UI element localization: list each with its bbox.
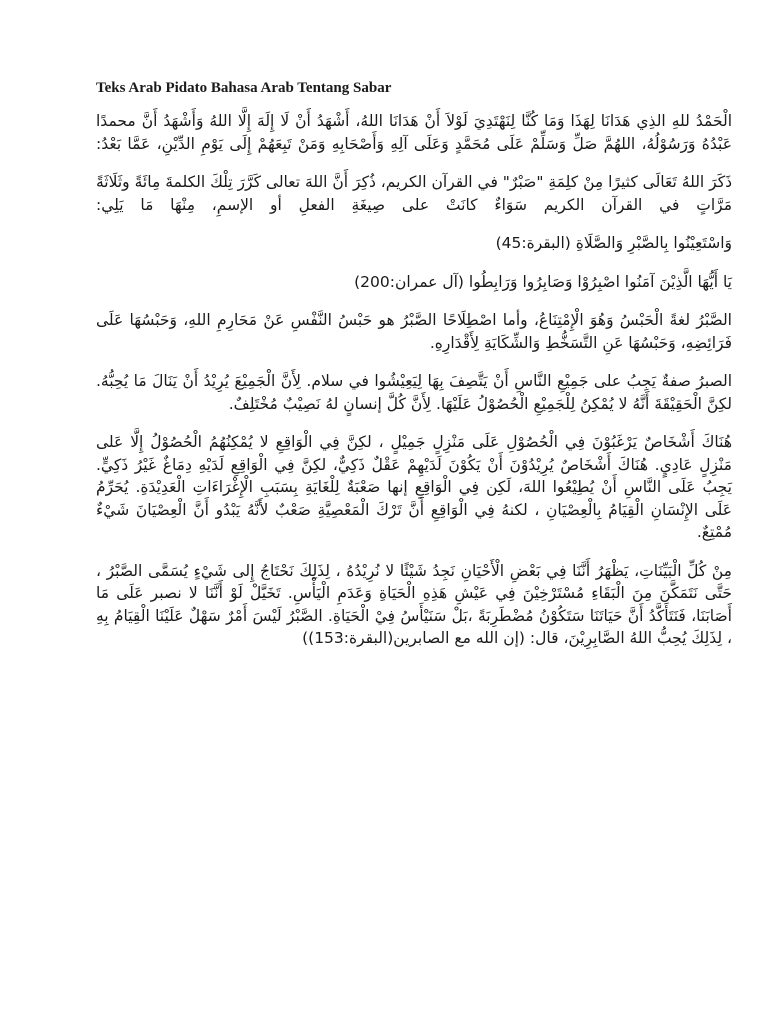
paragraph-examples: هُنَاكَ أَشْخَاصٌ يَرْغَبُوْنَ فِي الْحُصُوْلِ عَلَى مَنْزِلٍ جَمِيْلٍ ، لكِنَّ فِي الْوَاقِعِ لا يُمْكِنُهُمُ الْحُصُوْلُ إِلَّا عَلى مَنْزِلٍ عَادِيٍ. هُنَاكَ أَشْخَاصٌ يُرِيْدُوْنَ أَنْ يَكُوْنَ لَدَيْهِمْ عَقْلٌ ذَكِيٌّ، لكِنَّ فِي الْوَاقِعِ لَدَيْهِ دِمَاغٌ غَيْرُ ذَكِيٍّ. يَجِبُ عَلَى النَّاسِ أَنْ يُطِيْعُوا اللهَ، لَكِن فِي الْوَاقِعِ إنها صَعْبَةٌ لِلْغَايَةِ بِسَبَبِ الْإِغْرَاءَاتِ الْعَدِيْدَةِ. يُحَرِّمُ عَلَى الإِنْسَانِ الْقِيَامُ بِالْعِصْيَانِ ، لكنهُ فِي الْوَاقِعِ أَنَّ تَرْكَ الْمَعْصِيَّةِ صَعْبٌ لأَنَّهُ يَبْدُو أَنَّ الْعِصْيَانَ شَيْءٌ مُمْتِعٌ.	[96, 433, 732, 541]
document-title: Teks Arab Pidato Bahasa Arab Tentang Sabar	[96, 80, 392, 96]
paragraph-verse-al-imran: يَا أَيُّهَا الَّذِيْنَ آمَنُوا اصْبِرُوْا وَصَابِرُوا وَرَابِطُوا (آل عمران:200)	[354, 272, 732, 291]
paragraph-opening: الْحَمْدُ للهِ الذِي هَدَانَا لِهَذَا وَمَا كُنَّا لِنَهْتَدِيَ لَوْلاَ أَنْ هَدَانَا اللهُ، أَشْهَدُ أَنْ لَا إِلَهَ إِلَّا اللهُ وَأَشْهَدُ أَنَّ محمدًا عَبْدُهُ وَرَسُوْلُهُ، اللهُمَّ صَلِّ وَسَلِّمْ عَلَى مُحَمَّدٍ وَعَلَى آلِهِ وَأَصْحَابِهِ وَمَنْ تَبِعَهُمْ إِلَى يَوْمِ الدِّيْنِ، عَمَّا بَعْدُ:	[96, 112, 732, 153]
paragraph-sabr-mentions: ذَكَرَ اللهُ تَعَالَى كثيرًا مِنْ كلِمَةِ "صَبْرٌ" في القرآن الكريم، ذُكِرَ أَنَّ اللهَ تعالى كَرَّرَ تِلْكَ الكلمةَ مِائَةً وثَلَاثَةً مَرَّاتٍ في القرآن الكريم سَوَاءٌ كانَتْ على صِيغَةِ الفعلِ أو الإسمِ، مِنْهَا مَا يَلِي:	[96, 173, 732, 214]
document-page	[96, 78, 732, 666]
paragraph-definition: الصَّبْرُ لغةً الْحَبْسُ وَهُوَ الْإِمْتِنَاعُ، وأما اصْطِلَاحًا الصَّبْرُ هو حَبْسُ النَّفْسِ عَنْ مَحَارِمِ اللهِ، وَحَبْسُهَا عَلَى فَرَائِضِهِ، وَحَبْسُهَا عَنِ التَّسَخُّطِ وَالشِّكَايَةِ لِأَقْدَارِهِ.	[96, 311, 732, 352]
document-body	[96, 110, 732, 650]
paragraph-sabr-virtue: الصبرُ صفةٌ يَجِبُ على جَمِيْعِ النَّاسِ أَنْ يَتَّصِفَ بِهَا لِيَعِيْشُوا في سلام. لِأَنَّ الْجَمِيْعَ يُرِيْدُ أَنْ يَنَالَ مَا يُحِبُّهُ. لكِنَّ الْحَقِيْقَةَ أَنَّهُ لا يُمْكِنُ لِلْجَمِيْعِ الْحُصُوْلُ عَلَيْهَا. لِأَنَّ كُلَّ إنسانٍ لهُ نَصِيْبٌ مُخْتَلِفٌ.	[96, 372, 732, 413]
paragraph-conclusion: مِنْ كُلِّ الْبَيِّنَاتِ، يَظْهَرُ أَنَّنَا فِي بَعْضِ الْأَحْيَانِ نَجِدُ شَيْئًا لا نُرِيْدُهُ ، لِذَلِكَ نَحْتَاجُ إِلى شَيْءٍ يُسَمَّى الصَّبْرُ ، حَتَّى نَتَمَكَّنَ مِنَ الْبَقَاءِ مُسْتَرْخِيْنَ فِي عَيْشِ هَذِهِ الْحَيَاةِ وَعَدَمِ الْيَأْسِ. تَخَيَّلْ لَوْ أَنَّنَا لا نصبر عَلَى مَا أَصَابَنَا، فَنَتَأَكَّدُ أَنَّ حَيَاتَنَا سَتَكُوْنُ مُضْطَرِبَةً ،بَلْ سَنَيْأَسُ فِيْ الْحَيَاةِ. الصَّبْرُ لَيْسَ أَمْرٌ سَهْلٌ عَلَيْنَا الْقِيَامُ بِهِ ، لِذَلِكَ يُحِبُّ اللهُ الصَّابِرِيْنَ، قال: (إن الله مع الصابرين(البقرة:153))	[96, 561, 732, 647]
paragraph-verse-baqarah: وَاسْتَعِيْنُوا بِالصَّبْرِ وَالصَّلَاةِ (البقرة:45)	[495, 234, 732, 252]
